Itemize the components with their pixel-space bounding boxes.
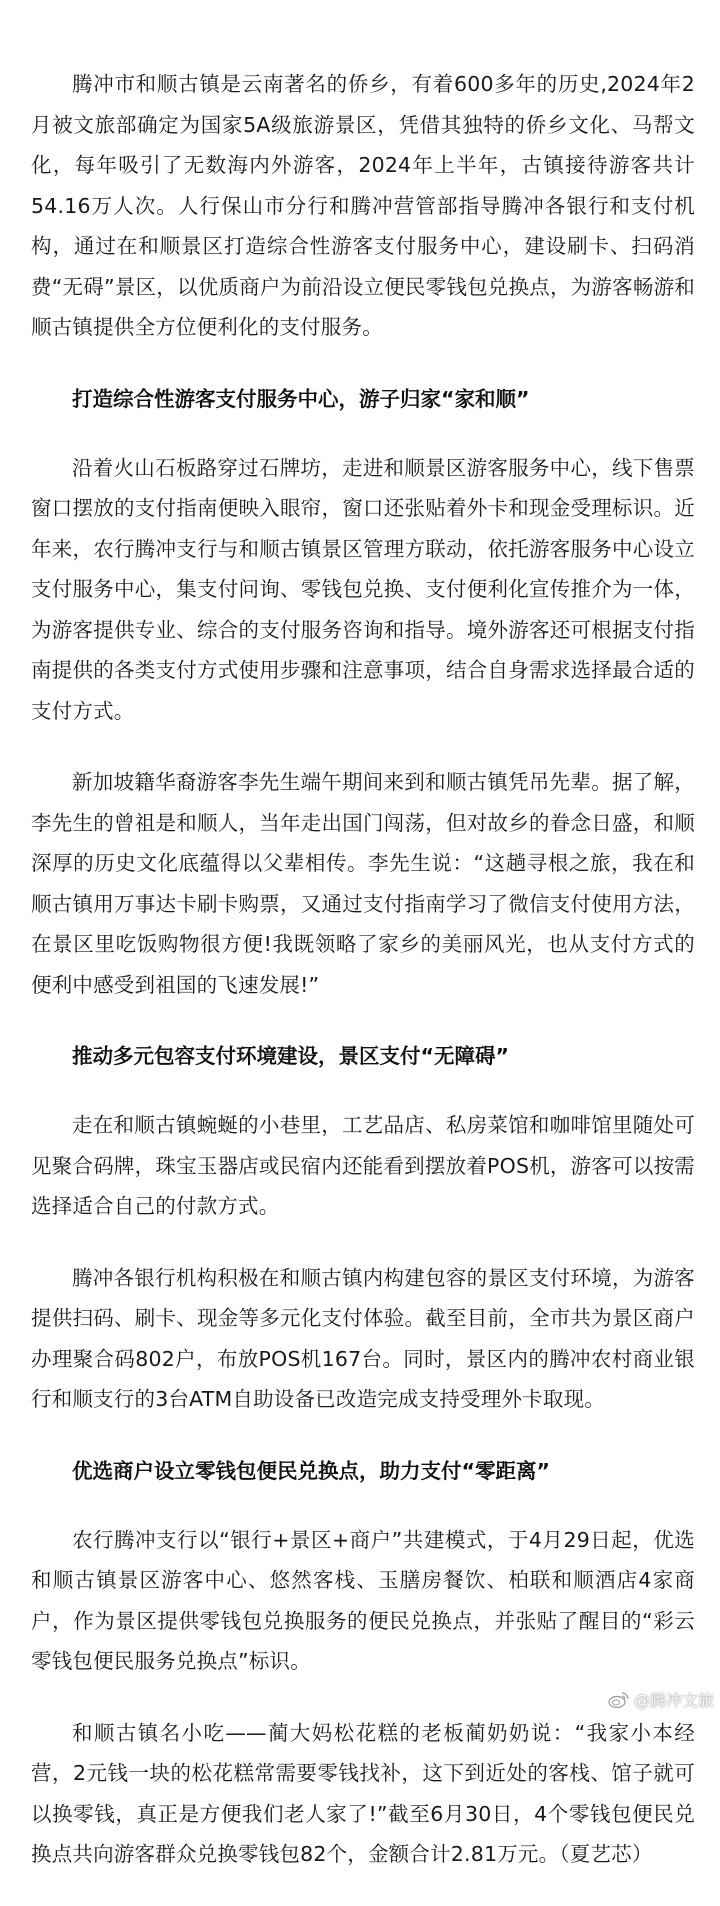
paragraph-bank-statistics: 腾冲各银行机构积极在和顺古镇内构建包容的景区支付环境，为游客提供扫码、刷卡、现金等多元化支付体验。截至目前，全市共为景区商户办理聚合码802户，布放POS机167台。同时，景区内的腾冲农村商业银行和顺支行的3台ATM自助设备已改造完成支持受理外卡取现。 <box>31 1265 695 1411</box>
intro-paragraph: 腾冲市和顺古镇是云南著名的侨乡，有着600多年的历史,2024年2月被文旅部确定为国家5A级旅游景区，凭借其独特的侨乡文化、马帮文化，每年吸引了无数海内外游客，2024年上半年，古镇接待游客共计54.16万人次。人行保山市分行和腾冲营管部指导腾冲各银行和支付机构，通过在和顺景区打造综合性游客支付服务中心，建设刷卡、扫码消费“无碍”景区，以优质商户为前沿设立便民零钱包兑换点，为游客畅游和顺古镇提供全方位便利化的支付服务。 <box>31 72 695 339</box>
paragraph-exchange-points: 农行腾冲支行以“银行+景区+商户”共建模式，于4月29日起，优选和顺古镇景区游客中心、悠然客栈、玉膳房餐饮、柏联和顺酒店4家商户，作为景区提供零钱包兑换服务的便民兑换点，并张贴了醒目的“彩云零钱包便民服务兑换点”标识。 <box>31 1527 695 1673</box>
article-body <box>31 64 695 1906</box>
paragraph-service-center: 沿着火山石板路穿过石牌坊，走进和顺景区游客服务中心，线下售票窗口摆放的支付指南便映入眼帘，窗口还张贴着外卡和现金受理标识。近年来，农行腾冲支行与和顺古镇景区管理方联动，依托游客服务中心设立支付服务中心，集支付问询、零钱包兑换、支付便利化宣传推介为一体，为游客提供专业、综合的支付服务咨询和指导。境外游客还可根据支付指南提供的各类支付方式使用步骤和注意事项，结合自身需求选择最合适的支付方式。 <box>31 455 695 723</box>
section-heading-inclusive-payment: 推动多元包容支付环境建设，景区支付“无障碍” <box>72 1044 509 1068</box>
paragraph-alleys: 走在和顺古镇蜿蜒的小巷里，工艺品店、私房菜馆和咖啡馆里随处可见聚合码牌，珠宝玉器店或民宿内还能看到摆放着POS机，游客可以按需选择适合自己的付款方式。 <box>31 1113 695 1218</box>
watermark-text: @腾冲文旅 <box>633 1691 714 1710</box>
paragraph-snack-vendor: 和顺古镇名小吃——蔺大妈松花糕的老板蔺奶奶说：“我家小本经营，2元钱一块的松花糕常需要零钱找补，这下到近处的客栈、馆子就可以换零钱，真正是方便我们老人家了!”截至6月30日，4个零钱包便民兑换点共向游客群众兑换零钱包82个，金额合计2.81万元。（夏艺芯） <box>31 1720 695 1866</box>
weibo-icon <box>608 1691 630 1709</box>
weibo-watermark <box>608 1688 714 1711</box>
section-heading-payment-center: 打造综合性游客支付服务中心，游子归家“家和顺” <box>72 386 530 411</box>
section-heading-change-wallet: 优选商户设立零钱包便民兑换点，助力支付“零距离” <box>72 1458 550 1483</box>
paragraph-singapore-tourist: 新加坡籍华裔游客李先生端午期间来到和顺古镇凭吊先辈。据了解，李先生的曾祖是和顺人，当年走出国门闯荡，但对故乡的眷念日盛，和顺深厚的历史文化底蕴得以父辈相传。李先生说：“这趟寻根之旅，我在和顺古镇用万事达卡刷卡购票，又通过支付指南学习了微信支付使用方法，在景区里吃饭购物很方便!我既领略了家乡的美丽风光，也从支付方式的便利中感受到祖国的飞速发展!” <box>31 770 695 997</box>
